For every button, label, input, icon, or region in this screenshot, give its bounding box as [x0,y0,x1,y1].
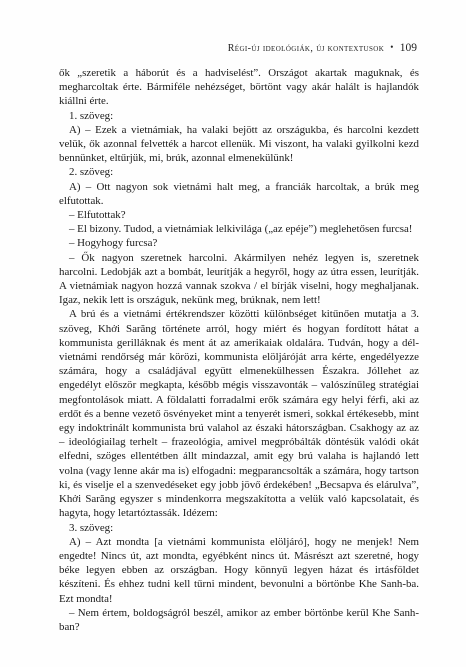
running-head [228,42,417,54]
paragraph: – El bizony. Tudod, a vietnámiak lelkivilága („az epéje”) meglehetősen furcsa! [69,223,413,236]
paragraph: 2. szöveg: [69,166,114,179]
paragraph: A) – Azt mondta [a vietnámi kommunista elöljáró], hogy ne menjek! Nem engedte! Nincs út, azt mondta, egyébként nincs út. Másrészt azt szeretné, hogy béke legyen ebben az országban. Hogy könnyű legyen házat és irtásföldet készíteni. És ehhez tudni kell tűrni mindent, bevonulni a börtönbe Khe Sanh-ba. Ezt mondta! [59,535,419,605]
paragraph: – Nem értem, boldogságról beszél, amikor az ember börtönbe kerül Khe Sanh-ban? [59,606,419,633]
paragraph: 1. szöveg: [69,109,114,122]
paragraph: 3. szöveg: [69,521,114,534]
body-text [59,66,419,634]
paragraph: – Ők nagyon szeretnek harcolni. Akármilyen nehéz legyen is, szeretnek harcolni. Ledobják azt a bombát, leurítják a hegyről, hogy az útra essen, leurítják. A vietnámiak nagyon hozzá vannak szokva / el bírják viselni, hogy meghaljanak. Igaz, nekik lett is országuk, nekünk meg, brúknak, nem lett! [59,251,419,307]
paragraph: A brú és a vietnámi értékrendszer közötti különbséget kitűnően mutatja a 3. szöveg, Khởi Sarăng története arról, hogy miért és hogyan fordított hátat a kommunista gerilláknak és ment át az amerikaiak oldalára. Tudván, hogy a dél-vietnámi rendőrség már körözi, kommunista elöljáróját arra kérte, engedélyezze számára, hogy a családjával együtt elmenekülhessen Északra. Jóllehet az engedélyt először megkapta, később mégis visszavonták – valószínűleg stratégiai megfontolások miatt. A földalatti forradalmi erők számára egy helyi férfi, aki az erdőt és a benne vezető ösvényeket mint a tenyerét ismeri, sokkal értékesebb, mint egy indoktrinált kommunista brú valahol az északi hátországban. Csakhogy az az – ideológiailag terhelt – frazeológia, amivel megpróbálták döntésük valódi okát elfedni, szöges ellentétben állt mindazzal, amit egy brú valaha is hajlandó lett volna (vagy lenne akár ma is) elfogadni: megparancsolták a számára, hogy tartson ki, és viselje el a szenvedéseket egy jobb jövő érdekében! „Becsapva és elárulva”, Khởi Sarăng egyszer s mindenkorra megszakította a velük való kapcsolatait, és hagyta, hogy letartóztassák. Idézem: [59,308,419,520]
paragraph: A) – Ott nagyon sok vietnámi halt meg, a franciák harcoltak, a brúk meg elfutottak. [59,180,419,207]
page-number: 109 [399,42,417,54]
paragraph: ők „szeretik a háborút és a hadviselést”. Országot akartak maguknak, és megharcoltak érte. Bármiféle nehézséget, börtönt vagy akár halált is hajlandók kiállni érte. [59,67,419,108]
paragraph: – Elfutottak? [69,209,126,222]
paragraph: A) – Ezek a vietnámiak, ha valaki bejött az országukba, és harcolni kezdett velük, ők azonnal felvették a harcot ellenük. Mi viszont, ha valaki gyilkolni kezd bennünket, eltűrjük, mi, brúk, azonnal elmenekülünk! [59,123,419,165]
paragraph: – Hogyhogy furcsa? [69,237,158,250]
running-title: Régi-új ideológiák, új kontextusok [227,43,385,54]
separator-bullet: • [390,42,394,52]
